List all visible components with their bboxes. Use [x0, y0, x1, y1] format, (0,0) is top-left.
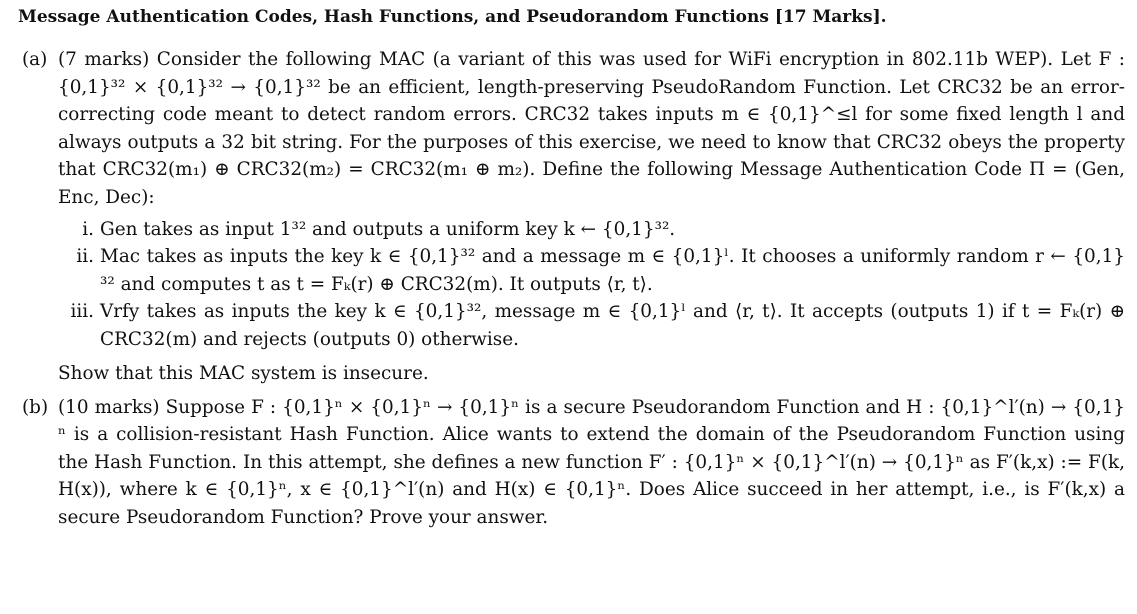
question-title: Message Authentication Codes, Hash Functions, and Pseudorandom Functions [17 Marks].: [18, 7, 887, 27]
part-b: [22, 394, 1125, 532]
part-b-label: (b): [22, 396, 49, 418]
list-item-text: Vrfy takes as inputs the key k ∈ {0,1}³², message m ∈ {0,1}ˡ and ⟨r, t⟩. It accepts (outputs 1) if t = Fₖ(r) ⊕ CRC32(m) and rejects (outputs 0) otherwise.: [100, 301, 1125, 350]
list-item: [76, 243, 1125, 298]
list-item-number: ii.: [76, 246, 94, 268]
list-item-text: Gen takes as input 1³² and outputs a uniform key k ← {0,1}³².: [100, 218, 676, 240]
list-item-number: i.: [82, 218, 94, 240]
part-a-list: [58, 216, 1125, 354]
part-a-closing: Show that this MAC system is insecure.: [58, 362, 429, 384]
part-a-intro: (7 marks) Consider the following MAC (a variant of this was used for WiFi encryption in 802.11b WEP). Let F : {0,1}³² × {0,1}³² → {0,1}³² be an efficient, length-preserving PseudoRandom Function. Let CRC32 be an error-correcting code meant to detect random errors. CRC32 takes inputs m ∈ {0,1}^≤l for some fixed length l and always outputs a 32 bit string. For the purposes of this exercise, we need to know that CRC32 obeys the property that CRC32(m₁) ⊕ CRC32(m₂) = CRC32(m₁ ⊕ m₂). Define the following Message Authentication Code Π = (Gen, Enc, Dec):: [58, 49, 1125, 208]
part-a: [22, 46, 1125, 354]
list-item: [70, 298, 1125, 353]
list-item-text: Mac takes as inputs the key k ∈ {0,1}³² and a message m ∈ {0,1}ˡ. It chooses a uniformly random r ← {0,1}³² and computes t as t = Fₖ(r) ⊕ CRC32(m). It outputs ⟨r, t⟩.: [100, 246, 1125, 295]
list-item-number: iii.: [70, 301, 94, 323]
part-a-label: (a): [22, 49, 48, 70]
part-b-text: (10 marks) Suppose F : {0,1}ⁿ × {0,1}ⁿ → {0,1}ⁿ is a secure Pseudorandom Function and H : {0,1}^l′(n) → {0,1}ⁿ is a collision-resistant Hash Function. Alice wants to extend the domain of the Pseudorandom Function using the Hash Function. In this attempt, she defines a new function F′ : {0,1}ⁿ × {0,1}^l′(n) → {0,1}ⁿ as F′(k,x) := F(k, H(x)), where k ∈ {0,1}ⁿ, x ∈ {0,1}^l′(n) and H(x) ∈ {0,1}ⁿ. Does Alice succeed in her attempt, i.e., is F′(k,x) a secure Pseudorandom Function? Prove your answer.: [58, 396, 1125, 528]
list-item: [82, 216, 1125, 244]
